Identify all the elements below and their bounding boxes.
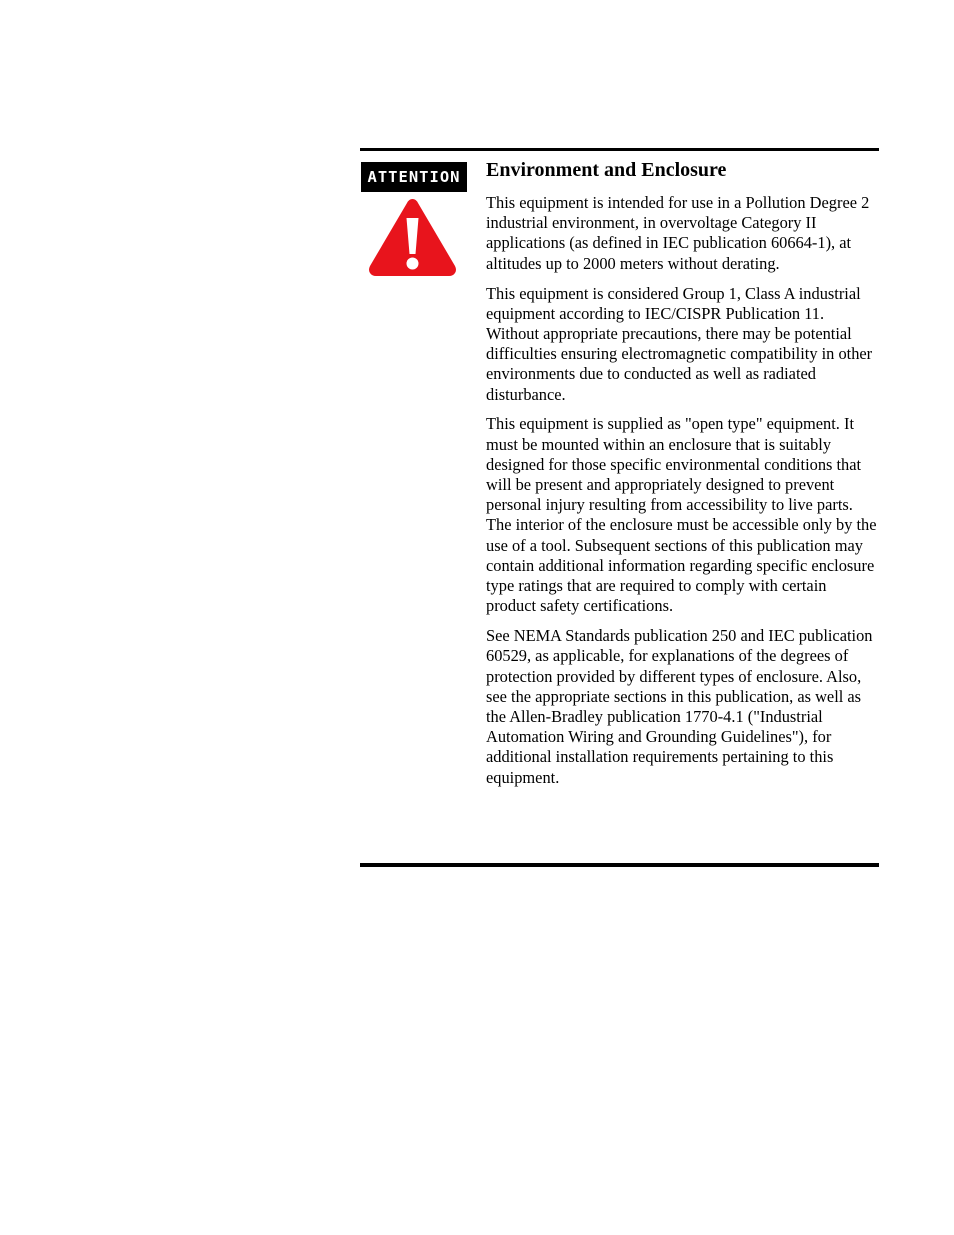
notice-heading: Environment and Enclosure xyxy=(486,159,727,181)
attention-badge: ATTENTION xyxy=(361,162,467,192)
warning-exclamation-triangle-icon xyxy=(367,196,458,278)
paragraph-standards: See NEMA Standards publication 250 and IEC publication 60529, as applicable, for explanations of the degrees of protection provided by different types of enclosure. Also, see the appropriate sections in this publication, as well as the Allen-Bradley publication 1770-4.1 ("Industrial Automation Wiring and Grounding Guidelines"), for additional installation requirements pertaining to this equipment. xyxy=(486,626,873,787)
bottom-rule xyxy=(360,863,879,867)
paragraph-environment: This equipment is intended for use in a Pollution Degree 2 industrial environment, in overvoltage Category II applications (as defined in IEC publication 60664-1), at altitudes up to 2000 meters without derating. xyxy=(486,193,870,273)
paragraph-emc: This equipment is considered Group 1, Class A industrial equipment according to IEC/CISPR Publication 11. Without appropriate precautions, there may be potential difficulties ensuring electromagnetic compatibility in other environments due to conducted as well as radiated disturbance. xyxy=(486,283,873,404)
top-rule xyxy=(360,148,879,151)
notice-content xyxy=(486,157,878,797)
paragraph-open-type: This equipment is supplied as "open type" equipment. It must be mounted within an enclosure that is suitably designed for those specific environmental conditions that will be present and appropriately designed to prevent personal injury resulting from accessibility to live parts. The interior of the enclosure must be accessible only by the use of a tool. Subsequent sections of this publication may contain additional information regarding specific enclosure type ratings that are required to comply with certain product safety certifications. xyxy=(486,414,877,616)
